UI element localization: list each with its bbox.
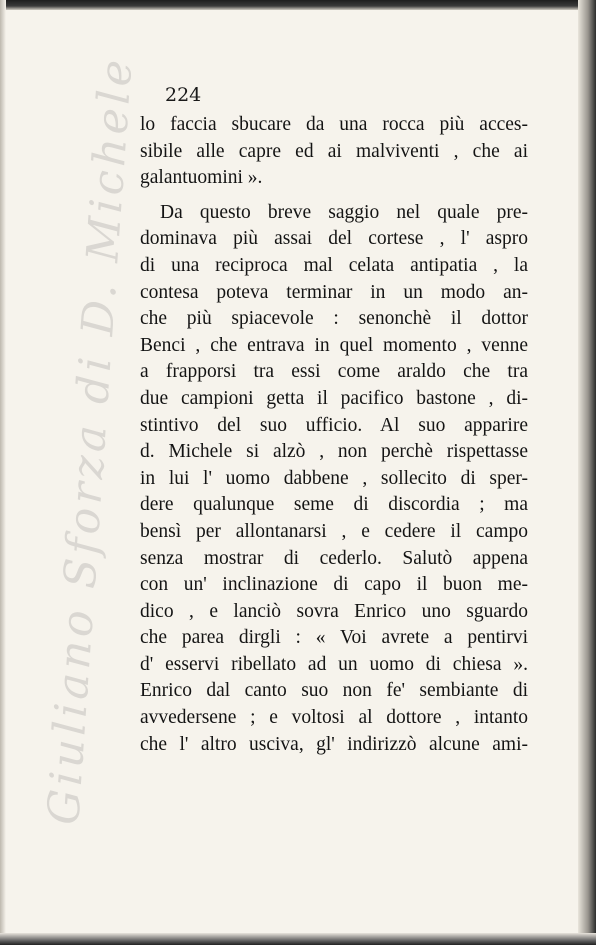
- text-line: dominava più assai del cortese , l' aspro: [140, 228, 528, 250]
- text-line: di una reciproca mal celata antipatia , la: [140, 254, 528, 276]
- text-line: due campioni getta il pacifico bastone , di-: [140, 387, 528, 409]
- text-line: in lui l' uomo dabbene , sollecito di sper-: [140, 467, 528, 489]
- paragraph-2: [140, 200, 528, 758]
- body-text: [140, 112, 528, 758]
- text-line: Benci , che entrava in quel momento , venne: [140, 334, 528, 356]
- text-line: sibile alle capre ed ai malviventi , che ai: [140, 140, 528, 162]
- text-line: d' esservi ribellato ad un uomo di chiesa ».: [140, 653, 528, 675]
- text-line: galantuomini ».: [140, 167, 263, 189]
- text-line: avvedersene ; e voltosi al dottore , intanto: [140, 707, 528, 729]
- text-line: contesa poteva terminar in un modo an-: [140, 281, 528, 303]
- page-bottom-edge: [0, 933, 596, 945]
- text-line: che l' altro usciva, gl' indirizzò alcune ami-: [140, 733, 528, 755]
- text-line: senza mostrar di cederlo. Salutò appena: [140, 547, 528, 569]
- text-line: lo faccia sbucare da una rocca più acces-: [140, 114, 528, 135]
- text-line: dico , e lanciò sovra Enrico uno sguardo: [140, 600, 528, 622]
- text-line: a frapporsi tra essi come araldo che tra: [140, 361, 528, 383]
- text-line: che più spiacevole : senonchè il dottor: [140, 308, 528, 330]
- handwritten-signature: Giuliano Sforza di D. Michele: [38, 54, 143, 827]
- paragraph-1: [140, 112, 528, 192]
- text-line: Da questo breve saggio nel quale pre-: [160, 201, 528, 223]
- text-line: stintivo del suo ufficio. Al suo apparire: [140, 414, 528, 436]
- page-left-edge: [0, 0, 6, 945]
- text-line: bensì per allontanarsi , e cedere il campo: [140, 520, 528, 542]
- text-line: che parea dirgli : « Voi avrete a pentirvi: [140, 627, 528, 649]
- page-top-edge: [0, 0, 596, 10]
- page-right-edge: [578, 0, 596, 945]
- text-line: dere qualunque seme di discordia ; ma: [140, 494, 528, 516]
- text-line: d. Michele si alzò , non perchè rispettasse: [140, 441, 528, 463]
- page-number: 224: [165, 84, 202, 106]
- text-line: con un' inclinazione di capo il buon me-: [140, 574, 528, 596]
- text-line: Enrico dal canto suo non fe' sembiante di: [140, 680, 528, 702]
